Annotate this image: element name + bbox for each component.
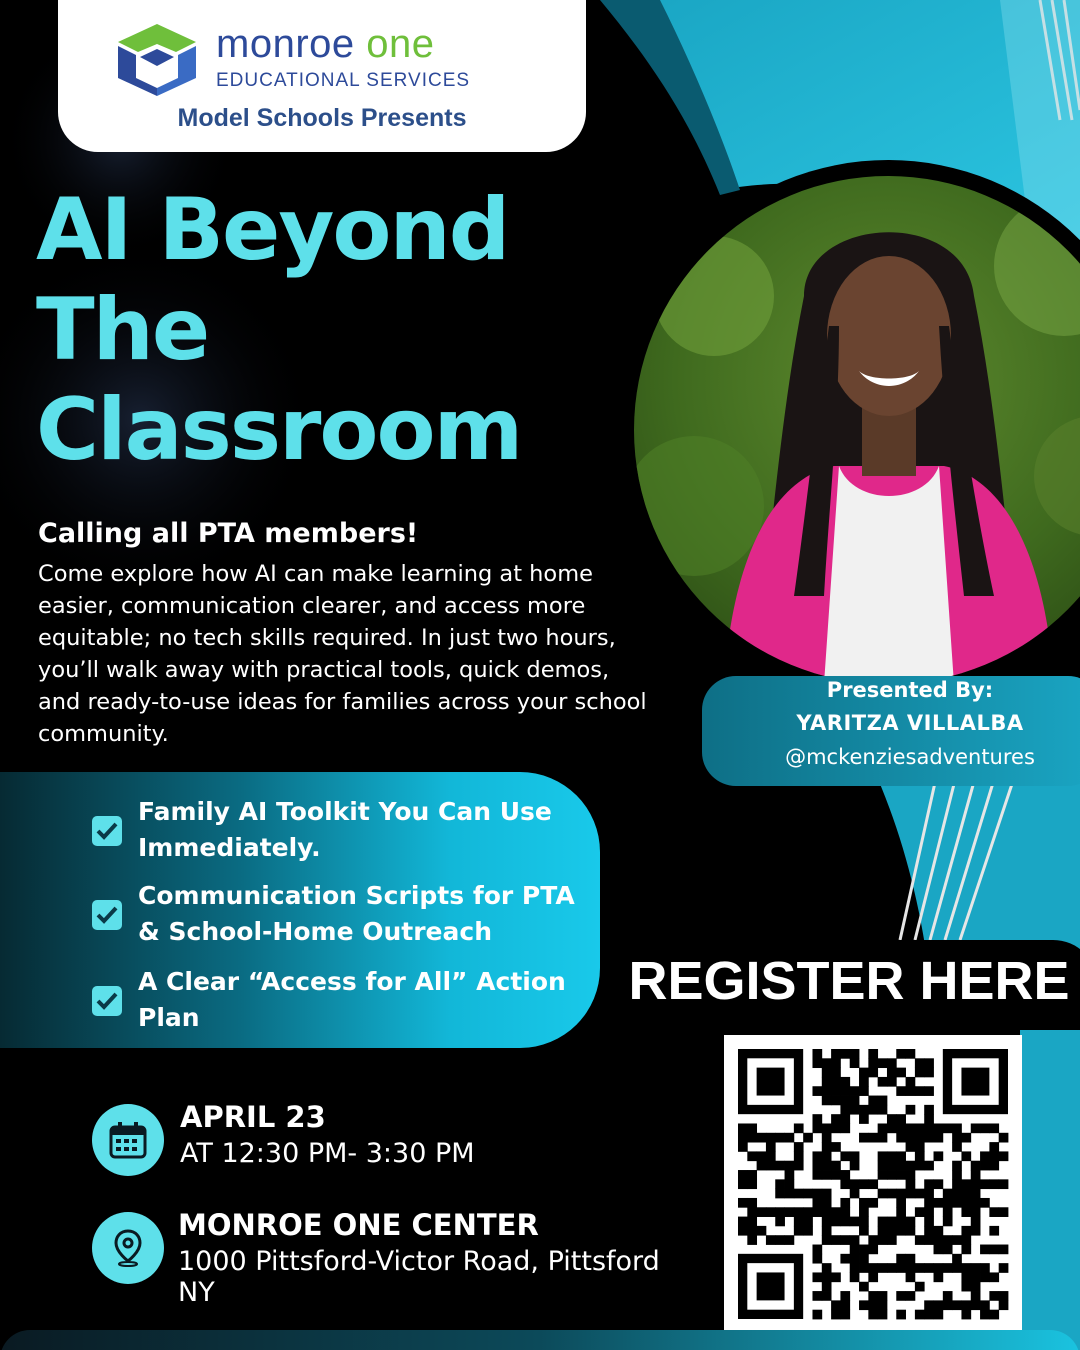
benefit-text: Communication Scripts for PTA & School-Home Outreach [138,881,575,946]
title-line-2: The [36,280,209,380]
title-line-1: AI Beyond [36,180,509,280]
checkbox-check-icon [92,900,122,930]
register-here-label[interactable]: REGISTER HERE [628,951,1070,1011]
brand-name: monroe one [216,22,435,66]
calendar-icon [92,1104,164,1176]
intro-body: Come explore how AI can make learning at home easier, communication clearer, and access more equitable; no tech skills required. In just two hours, you’ll walk away with practical tools, quick demos, and ready-to-use ideas for families across your school community. [38,561,647,747]
benefit-text: Family AI Toolkit You Can Use Immediately. [138,797,552,862]
presents-line: Model Schools Presents [177,104,467,132]
benefits-panel [0,772,600,1048]
qr-code-icon [724,1035,1022,1333]
presenter-name: YARITZA VILLALBA [796,711,1024,735]
qr-code[interactable] [724,1035,1022,1333]
title-line-3: Classroom [36,380,522,480]
monroe-one-logo-icon [116,22,198,98]
event-time: AT 12:30 PM- 3:30 PM [180,1138,475,1169]
event-title [36,180,656,480]
venue-name: MONROE ONE CENTER [178,1208,539,1242]
checkbox-check-icon [92,986,122,1016]
checkbox-check-icon [92,816,122,846]
bottom-bar [0,1330,1080,1350]
location-pin-icon [92,1212,164,1284]
presented-by-label: Presented By: [826,678,994,702]
venue-address: 1000 Pittsford-Victor Road, Pittsford NY [178,1246,660,1308]
intro-heading: Calling all PTA members! [38,518,419,549]
presenter-handle: @mckenziesadventures [785,745,1035,769]
brand-subtitle: EDUCATIONAL SERVICES [216,70,471,91]
logo-card [58,0,586,152]
event-date: APRIL 23 [180,1100,326,1134]
benefit-text: A Clear “Access for All” Action Plan [138,967,566,1032]
